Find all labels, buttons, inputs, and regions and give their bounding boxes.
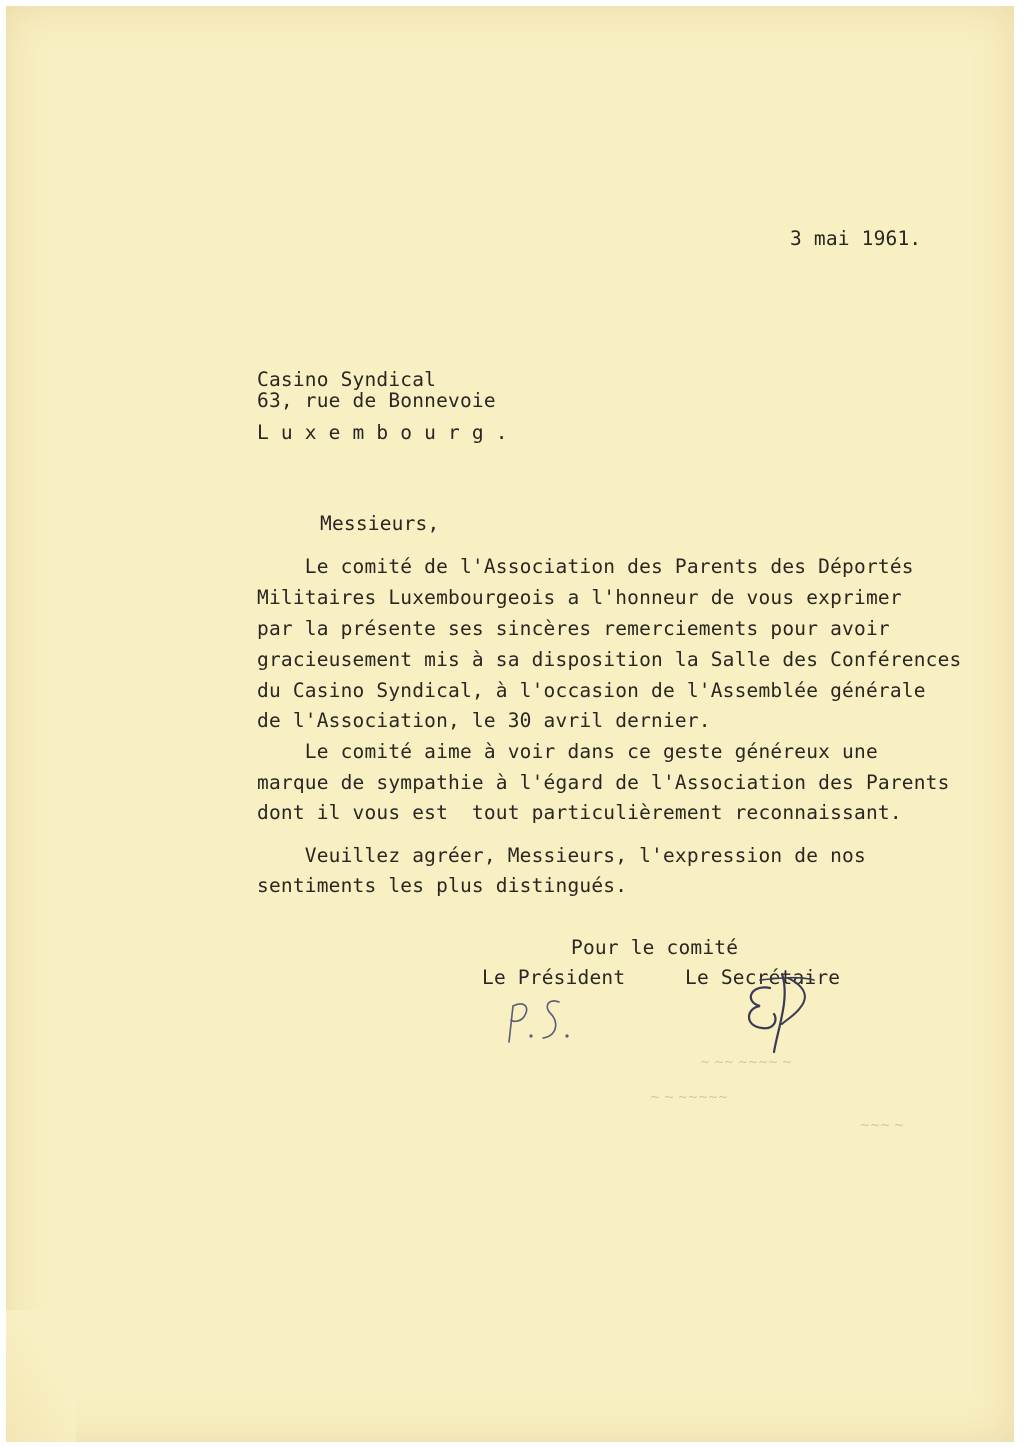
- body-line: par la présente ses sincères remerciements pour avoir: [257, 617, 890, 640]
- body-line: Le comité aime à voir dans ce geste généreux une: [257, 740, 878, 763]
- faint-pencil-note: ~ ~ ~~~~~: [650, 1090, 729, 1104]
- president-label: Le Président: [482, 966, 626, 989]
- body-line: dont il vous est tout particulièrement reconnaissant.: [257, 801, 902, 824]
- body-line: de l'Association, le 30 avril dernier.: [257, 709, 711, 732]
- letter-date: 3 mai 1961.: [790, 227, 922, 250]
- body-line: Le comité de l'Association des Parents des Déportés: [257, 555, 914, 578]
- signature-header: Pour le comité: [571, 936, 739, 959]
- address-line-1: Casino Syndical: [257, 368, 437, 391]
- address-line-3: L u x e m b o u r g .: [257, 421, 508, 444]
- closing-line: Veuillez agréer, Messieurs, l'expression de nos: [257, 844, 866, 867]
- president-signature: [495, 992, 585, 1052]
- body-line: Militaires Luxembourgeois a l'honneur de vous exprimer: [257, 586, 902, 609]
- faint-pencil-note: ~ ~~ ~~~~ ~: [700, 1055, 792, 1069]
- address-line-2: 63, rue de Bonnevoie: [257, 389, 496, 412]
- body-line: marque de sympathie à l'égard de l'Association des Parents: [257, 771, 950, 794]
- closing-line: sentiments les plus distingués.: [257, 874, 628, 897]
- salutation: Messieurs,: [320, 512, 440, 535]
- secretary-signature: [730, 968, 830, 1058]
- paper-fold: [6, 1310, 76, 1442]
- body-line: gracieusement mis à sa disposition la Salle des Conférences: [257, 648, 962, 671]
- body-line: du Casino Syndical, à l'occasion de l'Assemblée générale: [257, 679, 926, 702]
- secretary-label: Le Secrétaire: [685, 966, 841, 989]
- faint-pencil-note: ~~~ ~: [860, 1118, 905, 1132]
